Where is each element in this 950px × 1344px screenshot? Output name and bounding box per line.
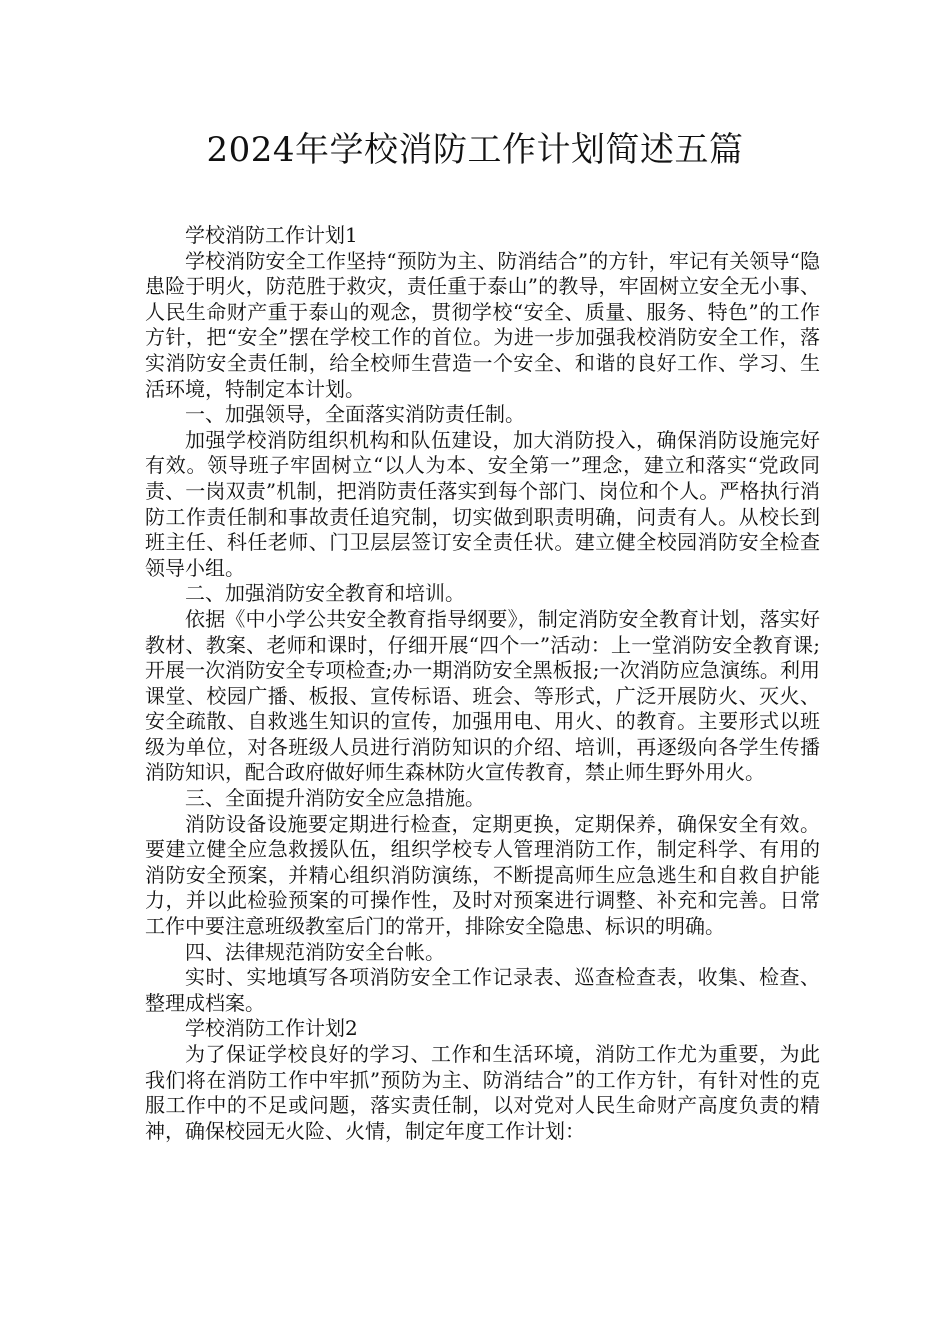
document-body: [145, 223, 820, 1144]
body-paragraph: 学校消防安全工作坚持“预防为主、防消结合”的方针，牢记有关领导“隐患险于明火，防范胜于救灾，责任重于泰山”的教导，牢固树立安全无小事、人民生命财产重于泰山的观念，贯彻学校“安全、质量、服务、特色”的工作方针，把“安全”摆在学校工作的首位。为进一步加强我校消防安全工作，落实消防安全责任制，给全校师生营造一个安全、和谐的良好工作、学习、生活环境，特制定本计划。: [145, 248, 820, 401]
body-paragraph: 加强学校消防组织机构和队伍建设，加大消防投入，确保消防设施完好有效。领导班子牢固树立“以人为本、安全第一”理念，建立和落实“党政同责、一岗双责”机制，把消防责任落实到每个部门、岗位和个人。严格执行消防工作责任制和事故责任追究制，切实做到职责明确，问责有人。从校长到班主任、科任老师、门卫层层签订安全责任状。建立健全校园消防安全检查领导小组。: [145, 427, 820, 580]
body-paragraph: 为了保证学校良好的学习、工作和生活环境，消防工作尤为重要，为此我们将在消防工作中牢抓”预防为主、防消结合”的工作方针，有针对性的克服工作中的不足或问题，落实责任制，以对党对人民生命财产高度负责的精神，确保校园无火险、火情，制定年度工作计划：: [145, 1042, 820, 1143]
section-heading: 四、法律规范消防安全台帐。: [185, 939, 445, 964]
section-heading-plan-2: 学校消防工作计划2: [185, 1016, 358, 1041]
body-paragraph: 消防设备设施要定期进行检查，定期更换，定期保养，确保安全有效。要建立健全应急救援队伍，组织学校专人管理消防工作，制定科学、有用的消防安全预案，并精心组织消防演练，不断提高师生应急逃生和自救自护能力，并以此检验预案的可操作性，及时对预案进行调整、补充和完善。日常工作中要注意班级教室后门的常开，排除安全隐患、标识的明确。: [145, 811, 820, 939]
section-heading-plan-1: 学校消防工作计划1: [185, 223, 358, 247]
body-paragraph: 实时、实地填写各项消防安全工作记录表、巡查检查表，收集、检查、整理成档案。: [145, 965, 820, 1015]
document-title: 2024年学校消防工作计划简述五篇: [206, 130, 744, 170]
section-heading: 二、加强消防安全教育和培训。: [185, 581, 465, 606]
body-paragraph: 依据《中小学公共安全教育指导纲要》，制定消防安全教育计划，落实好教材、教案、老师和课时，仔细开展“四个一”活动：上一堂消防安全教育课;开展一次消防安全专项检查;办一期消防安全黑板报;一次消防应急演练。利用课堂、校园广播、板报、宣传标语、班会、等形式，广泛开展防火、灭火、安全疏散、自救逃生知识的宣传，加强用电、用火、的教育。主要形式以班级为单位，对各班级人员进行消防知识的介绍、培训，再逐级向各学生传播消防知识，配合政府做好师生森林防火宣传教育，禁止师生野外用火。: [145, 606, 820, 785]
section-heading: 三、全面提升消防安全应急措施。: [185, 786, 485, 811]
section-heading: 一、加强领导，全面落实消防责任制。: [185, 402, 525, 427]
